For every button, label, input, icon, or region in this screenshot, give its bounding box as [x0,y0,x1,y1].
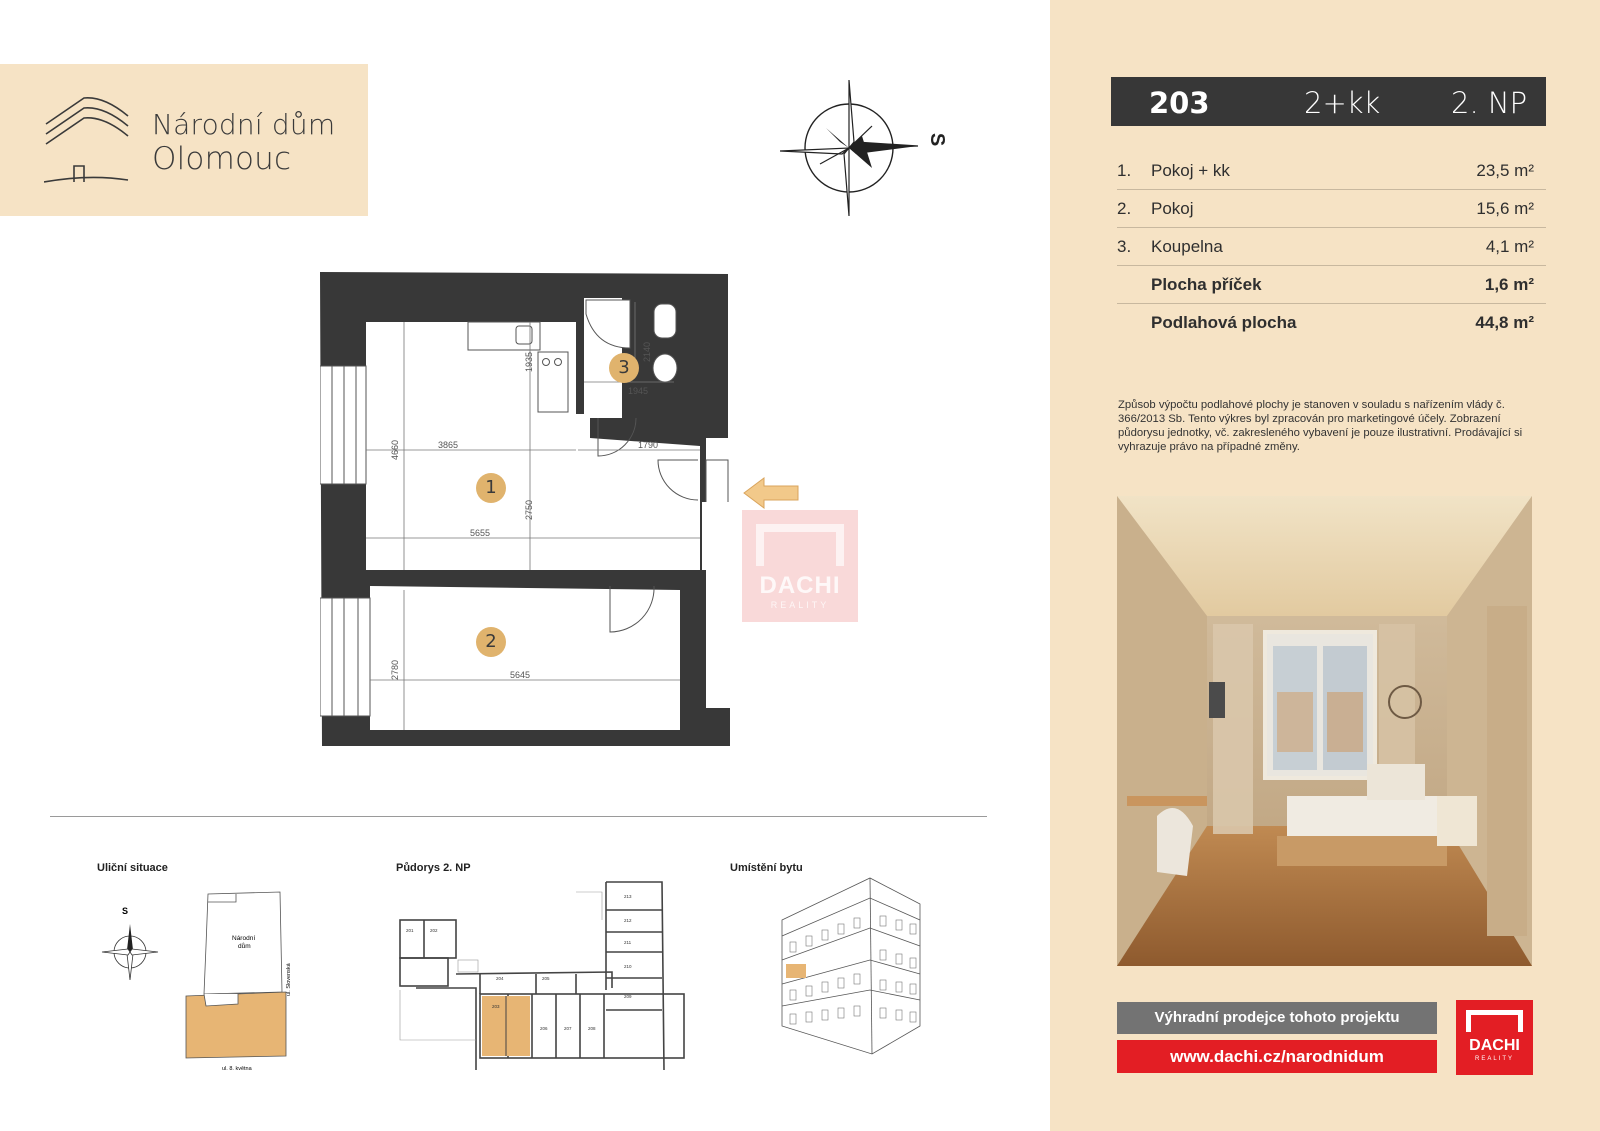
mini-unit-208: 208 [588,1026,596,1031]
entrance-arrow-icon [742,476,800,510]
mini-unit-201: 201 [406,928,414,933]
mini-unit-209: 209 [624,994,632,999]
dachi-logo-sub: REALITY [1474,1056,1514,1062]
compass-rose-icon [780,76,920,220]
partition-area-row [1117,266,1546,304]
mini-compass-label: S [122,906,129,916]
room-badge-3: 3 [609,353,639,383]
unit-location-title: Umístění bytu [730,862,803,874]
brand-name-line1: Národní dům [152,108,336,141]
unit-number: 203 [1149,86,1210,120]
room-name: Pokoj + kk [1151,161,1230,180]
disclaimer-note: Způsob výpočtu podlahové plochy je stanoven v souladu s nařízením vlády č. 366/2013 Sb. Tento výkres byl zpracován pro marketingové účely. Zobrazení půdorysu jednotky, vč. zakresleného vybavení je pouze ilustrativní. Prodávající si vyhrazuje právo na případné změny. [1118,399,1523,453]
floor-plan-2np-map [396,880,686,1070]
floor-area-row [1117,304,1546,342]
street-situation-title: Uliční situace [97,862,168,874]
sales-label: Výhradní prodejce tohoto projektu [1117,1002,1437,1034]
mini-street-1: ul. Slovenská [286,963,292,996]
floor-plan [320,270,730,750]
unit-location-building [780,876,930,1056]
sales-website-link[interactable]: www.dachi.cz/narodnidum [1117,1040,1437,1073]
room-area: 15,6 m² [1476,199,1534,218]
room-badge-1: 1 [476,473,506,503]
room-index: 2. [1117,199,1132,218]
total-area: 44,8 m² [1475,313,1534,332]
mini-unit-210: 210 [624,964,632,969]
room-row [1117,152,1546,190]
street-situation-map [96,886,316,1076]
mini-building-name-2: dům [238,943,251,950]
mini-unit-212: 212 [624,918,632,923]
watermark-frame-icon [756,524,844,566]
mini-unit-211: 211 [624,940,632,945]
mini-unit-213: 213 [624,894,632,899]
unit-header [1111,77,1546,126]
total-name: Podlahová plocha [1151,313,1297,332]
dachi-watermark [742,510,858,622]
total-area: 1,6 m² [1484,275,1534,294]
dachi-logo-word: DACHI [1469,1037,1520,1054]
mini-building-name-1: Národní [232,935,256,942]
dim-1945: 1945 [628,386,649,396]
dim-1935: 1935 [524,351,534,372]
dim-2780: 2780 [390,659,400,680]
dim-5645: 5645 [510,670,531,680]
unit-floor: 2. NP [1451,86,1528,120]
mini-unit-204: 204 [496,976,504,981]
mini-unit-207: 207 [564,1026,572,1031]
room-row [1117,190,1546,228]
room-badge-2: 2 [476,627,506,657]
watermark-word: DACHI [759,572,841,599]
dim-3865: 3865 [438,440,459,450]
dachi-frame-icon [1466,1010,1523,1032]
room-area: 23,5 m² [1476,161,1534,180]
floor-plan-title: Půdorys 2. NP [396,862,471,874]
mini-street-2: ul. 8. května [222,1066,252,1072]
unit-type: 2+kk [1304,86,1381,120]
section-divider [50,816,987,817]
compass-south-label: S [926,132,949,147]
mini-compass-icon [102,924,158,980]
mini-unit-203: 203 [492,1004,500,1009]
building-logo-icon [44,90,134,190]
room-area: 4,1 m² [1485,237,1534,256]
brand-name [152,108,335,176]
room-index: 1. [1117,161,1132,180]
mini-unit-206: 206 [540,1026,548,1031]
room-name: Pokoj [1151,199,1194,218]
dachi-logo [1456,1000,1533,1075]
dim-4660: 4660 [390,439,400,460]
dim-5655: 5655 [470,528,491,538]
total-name: Plocha příček [1151,275,1262,294]
room-table [1117,152,1546,342]
room-index: 3. [1117,237,1132,256]
unit-highlight [786,964,806,978]
dim-2140: 2140 [642,341,652,362]
dim-1790: 1790 [638,440,659,450]
brand-logo [0,64,368,216]
brand-name-line2: Olomouc [152,141,292,177]
room-name: Koupelna [1151,237,1223,256]
room-row [1117,228,1546,266]
watermark-sub: REALITY [770,600,830,610]
mini-unit-205: 205 [542,976,550,981]
interior-photo [1117,496,1532,966]
mini-unit-202: 202 [430,928,438,933]
dim-2750: 2750 [524,499,534,520]
